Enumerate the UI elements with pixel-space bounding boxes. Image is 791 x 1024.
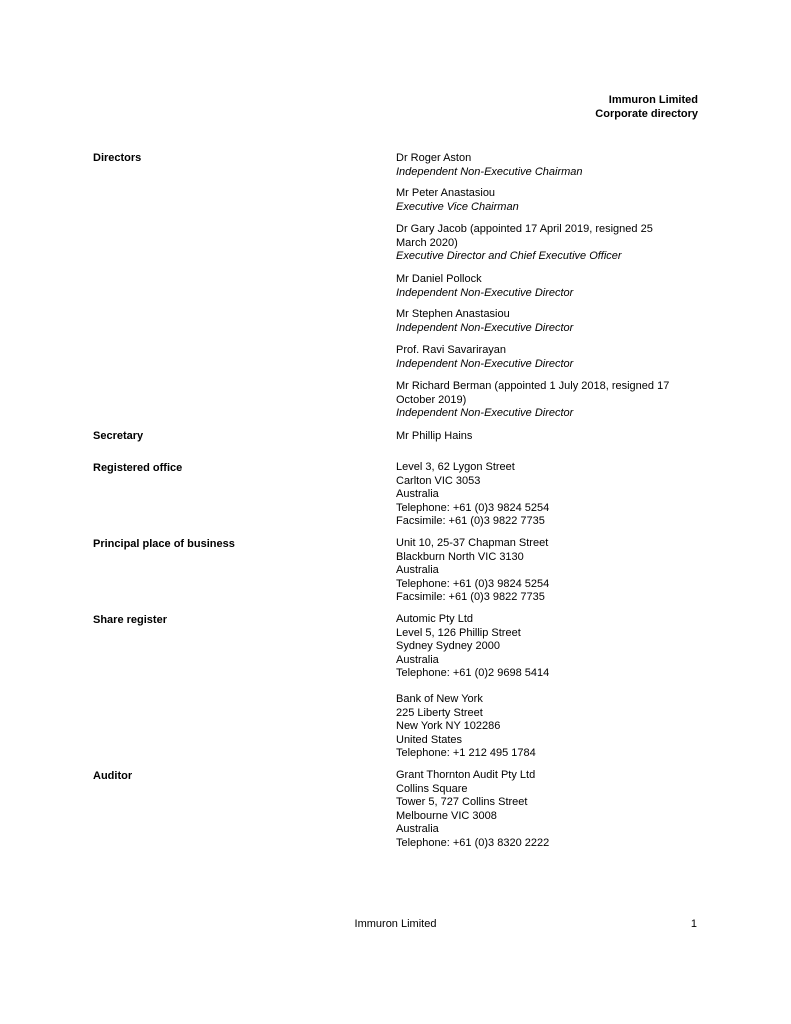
address-line: Level 3, 62 Lygon Street — [396, 461, 515, 473]
director-role: Independent Non-Executive Director — [396, 321, 574, 334]
director-name: Mr Daniel Pollock — [396, 273, 482, 285]
address-line: New York NY 102286 — [396, 720, 501, 732]
address-line: Bank of New York — [396, 693, 483, 705]
telephone: Telephone: +61 (0)3 8320 2222 — [396, 836, 550, 849]
director-role: Executive Vice Chairman — [396, 200, 519, 213]
facsimile: Facsimile: +61 (0)3 9822 7735 — [396, 515, 545, 527]
director-name: Prof. Ravi Savarirayan — [396, 344, 507, 356]
share-register-label: Share register — [93, 614, 167, 626]
share-register-au — [396, 613, 696, 681]
page-header — [595, 94, 698, 121]
principal-place-address — [396, 537, 696, 605]
address-line: Grant Thornton Audit Pty Ltd — [396, 769, 536, 781]
registered-office-label: Registered office — [93, 462, 183, 474]
registered-office-address — [396, 461, 696, 529]
director-role: Independent Non-Executive Director — [396, 286, 574, 299]
address-line: Unit 10, 25-37 Chapman Street — [396, 537, 549, 549]
directors-label: Directors — [93, 152, 142, 164]
address-line: Blackburn North VIC 3130 — [396, 550, 524, 563]
address-line: Tower 5, 727 Collins Street — [396, 796, 528, 808]
director-name: Mr Peter Anastasiou — [396, 187, 496, 199]
director-name: Dr Roger Aston — [396, 152, 472, 164]
address-line: Level 5, 126 Phillip Street — [396, 626, 521, 639]
director-role: Independent Non-Executive Director — [396, 357, 574, 370]
secretary-name: Mr Phillip Hains — [396, 430, 473, 442]
director-entry — [396, 223, 696, 264]
address-line: Australia — [396, 653, 439, 666]
page-number: 1 — [690, 918, 697, 930]
director-name: Mr Richard Berman (appointed 1 July 2018, resigned 17 — [396, 380, 670, 392]
address-line: Sydney Sydney 2000 — [396, 640, 500, 652]
address-line: Australia — [396, 488, 439, 500]
principal-place-label: Principal place of business — [93, 538, 235, 550]
auditor-address — [396, 769, 696, 850]
telephone: Telephone: +61 (0)3 9824 5254 — [396, 501, 550, 514]
director-name: Dr Gary Jacob (appointed 17 April 2019, resigned 25 — [396, 223, 653, 235]
secretary-value — [396, 430, 696, 444]
director-role: Independent Non-Executive Chairman — [396, 165, 583, 178]
address-line: Melbourne VIC 3008 — [396, 809, 497, 822]
telephone: Telephone: +61 (0)3 9824 5254 — [396, 577, 550, 590]
address-line: 225 Liberty Street — [396, 706, 483, 719]
address-line: Automic Pty Ltd — [396, 613, 474, 625]
address-line: Collins Square — [396, 782, 468, 795]
director-entry — [396, 187, 696, 214]
director-entry — [396, 152, 696, 179]
director-role: Independent Non-Executive Director — [396, 407, 574, 419]
director-role: Executive Director and Chief Executive Officer — [396, 250, 622, 262]
director-entry — [396, 308, 696, 335]
address-line: Australia — [396, 564, 439, 576]
telephone: Telephone: +61 (0)2 9698 5414 — [396, 667, 550, 679]
address-line: Australia — [396, 823, 439, 835]
address-line: Carlton VIC 3053 — [396, 474, 481, 487]
address-line: United States — [396, 733, 463, 746]
director-name: Mr Stephen Anastasiou — [396, 308, 510, 320]
auditor-label: Auditor — [93, 770, 133, 782]
header-company: Immuron Limited — [608, 94, 698, 106]
director-name-cont: March 2020) — [396, 236, 458, 249]
director-name-cont: October 2019) — [396, 393, 467, 406]
director-entry — [396, 344, 696, 371]
director-entry — [396, 273, 696, 300]
director-entry — [396, 380, 696, 421]
footer-company: Immuron Limited — [354, 918, 437, 930]
share-register-us — [396, 693, 696, 761]
secretary-label: Secretary — [93, 430, 144, 442]
facsimile: Facsimile: +61 (0)3 9822 7735 — [396, 591, 545, 603]
telephone: Telephone: +1 212 495 1784 — [396, 747, 536, 759]
header-title: Corporate directory — [595, 107, 698, 120]
